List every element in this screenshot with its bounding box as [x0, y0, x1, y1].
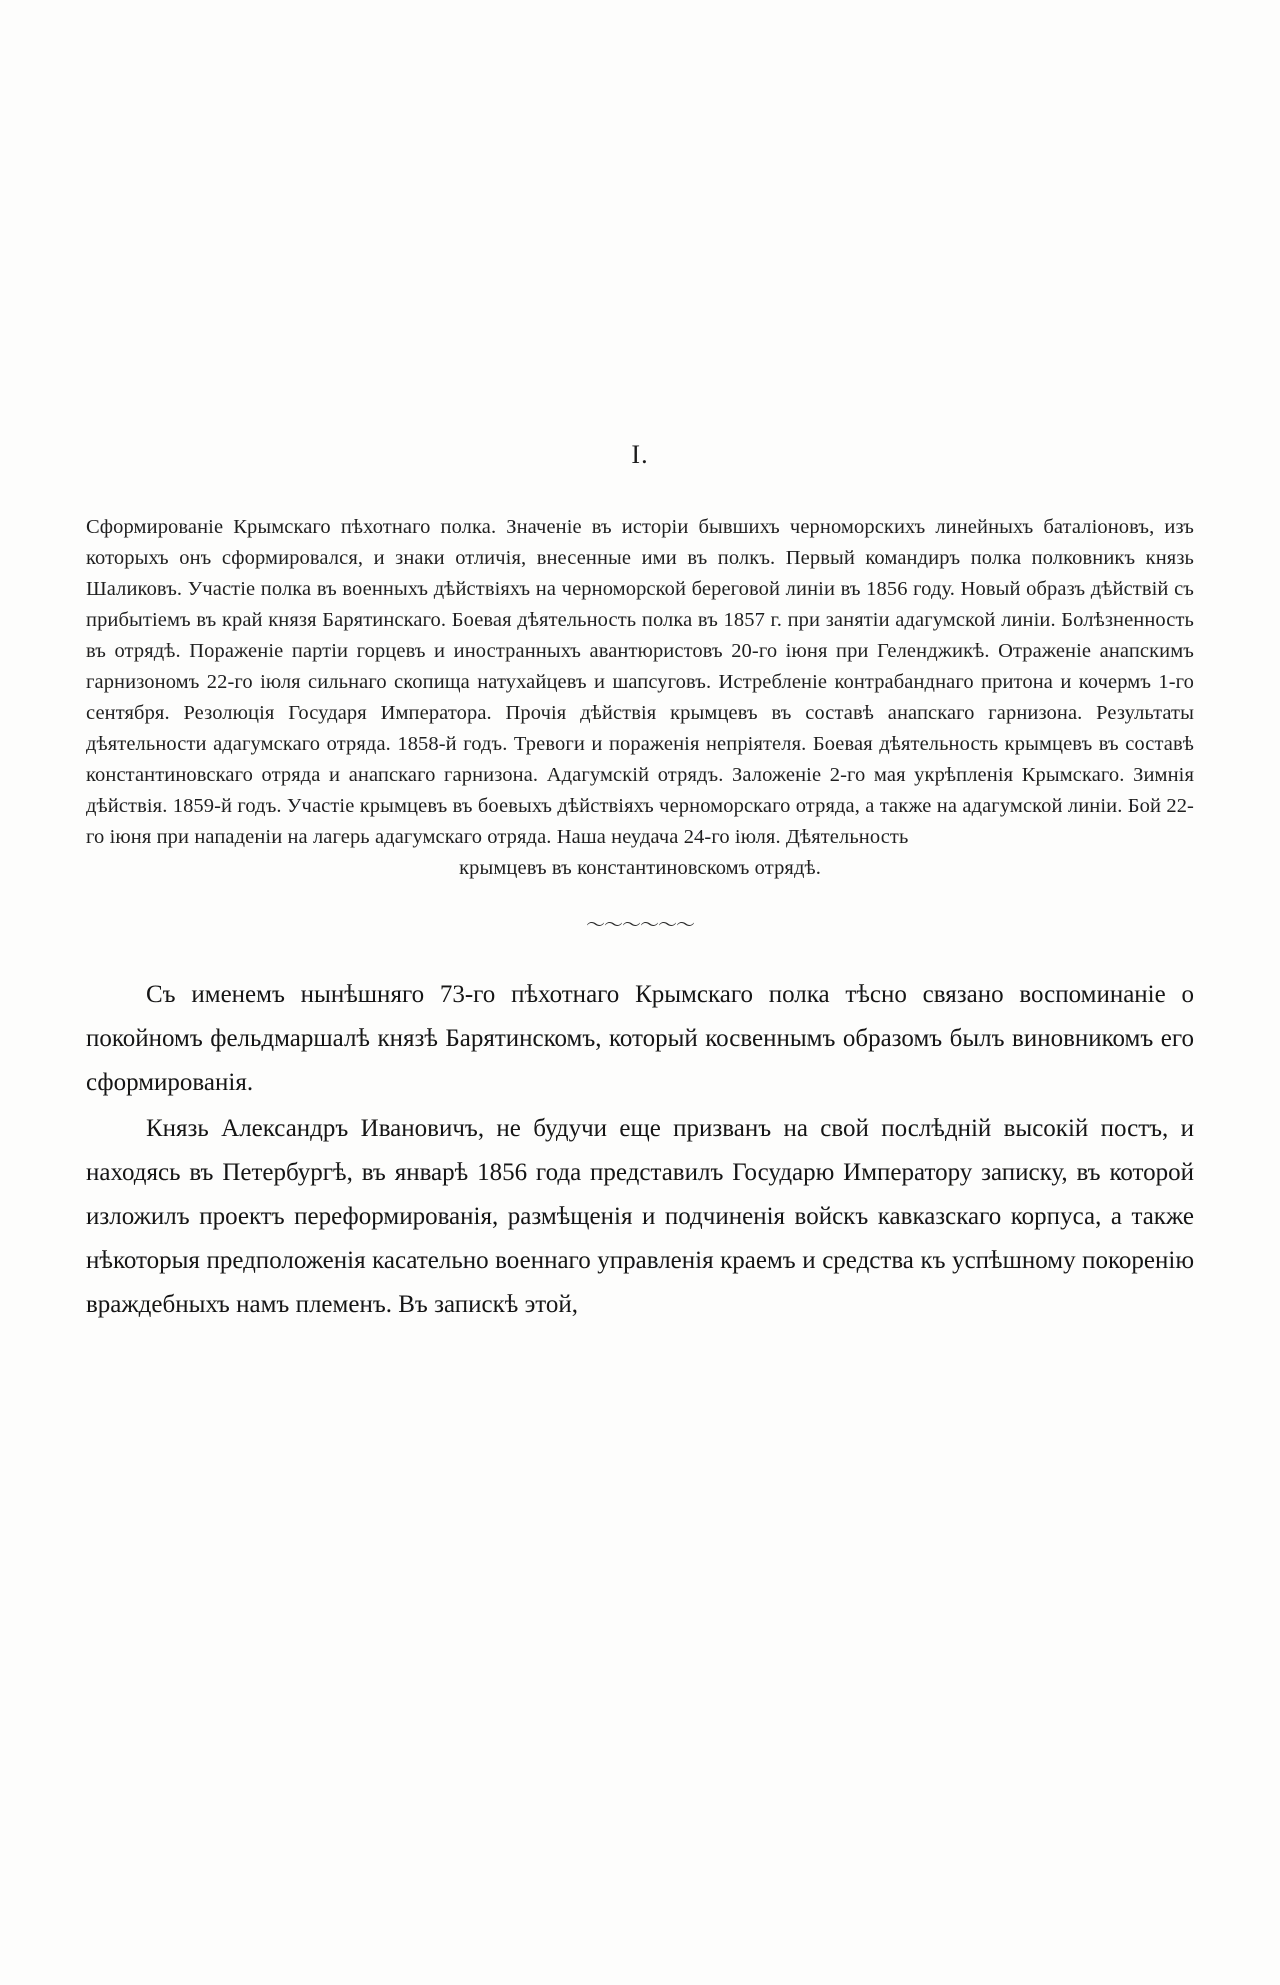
body-text	[86, 973, 1194, 1327]
chapter-summary-last-line: крымцевъ въ константиновскомъ отрядѣ.	[459, 857, 821, 879]
chapter-summary	[86, 512, 1194, 884]
chapter-number: I.	[631, 440, 649, 469]
ornament-divider: 〜〜〜〜〜〜	[585, 915, 694, 936]
paragraph: Съ именемъ нынѣшняго 73-го пѣхотнаго Крымскаго полка тѣсно связано воспоминаніе о покойномъ фельдмаршалѣ князѣ Барятинскомъ, который косвеннымъ образомъ былъ виновникомъ его сформированія.	[86, 981, 1194, 1096]
paragraph: Князь Александръ Ивановичъ, не будучи еще призванъ на свой послѣдній высокій постъ, и находясь въ Петербургѣ, въ январѣ 1856 года представилъ Государю Императору записку, въ которой изложилъ проектъ переформированія, размѣщенія и подчиненія войскъ кавказскаго корпуса, а также нѣкоторыя предположенія касательно военнаго управленія краемъ и средства къ успѣшному покоренію враждебныхъ намъ племенъ. Въ запискѣ этой,	[86, 1115, 1194, 1318]
chapter-summary-text: Сформированіе Крымскаго пѣхотнаго полка. Значеніе въ исторіи бывшихъ черноморскихъ линейныхъ баталіоновъ, изъ которыхъ онъ сформировался, и знаки отличія, внесенные ими въ полкъ. Первый командиръ полка полковникъ князь Шаликовъ. Участіе полка въ военныхъ дѣйствіяхъ на черноморской береговой линіи въ 1856 году. Новый образъ дѣйствій съ прибытіемъ въ край князя Барятинскаго. Боевая дѣятельность полка въ 1857 г. при занятіи адагумской линіи. Болѣзненность въ отрядѣ. Пораженіе партіи горцевъ и иностранныхъ авантюристовъ 20-го іюня при Геленджикѣ. Отраженіе анапскимъ гарнизономъ 22-го іюля сильнаго скопища натухайцевъ и шапсуговъ. Истребленіе контрабанднаго притона и кочермъ 1-го сентября. Резолюція Государя Императора. Прочія дѣйствія крымцевъ въ составѣ анапскаго гарнизона. Результаты дѣятельности адагумскаго отряда. 1858-й годъ. Тревоги и пораженія непріятеля. Боевая дѣятельность крымцевъ въ составѣ константиновскаго отряда и анапскаго гарнизона. Адагумскій отрядъ. Заложеніе 2-го мая укрѣпленія Крымскаго. Зимнія дѣйствія. 1859-й годъ. Участіе крымцевъ въ боевыхъ дѣйствіяхъ черноморскаго отряда, а также на адагумской линіи. Бой 22-го іюня при нападеніи на лагерь адагумскаго отряда. Наша неудача 24-го іюля. Дѣятельность	[86, 516, 1194, 848]
